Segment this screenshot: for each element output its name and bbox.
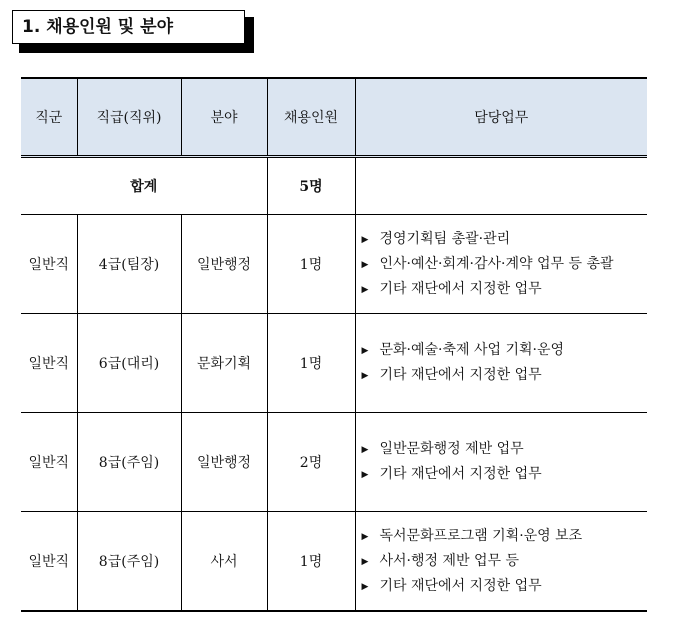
cell-group: 일반직 (21, 512, 77, 612)
duty-item (362, 252, 648, 277)
table-row (21, 215, 647, 314)
cell-duties (355, 413, 647, 512)
cell-group: 일반직 (21, 413, 77, 512)
header-cell-rank: 직급(직위) (77, 78, 181, 157)
duty-item (362, 574, 648, 599)
duty-item (362, 524, 648, 549)
duty-item (362, 277, 648, 302)
bullet-icon: ▶ (361, 445, 369, 455)
cell-field: 사서 (181, 512, 267, 612)
duty-text: 문화·예술·축제 사업 기획·운영 (379, 342, 565, 358)
table-row (21, 512, 647, 612)
cell-field: 일반행정 (181, 413, 267, 512)
total-duties (355, 157, 647, 215)
duty-item (362, 437, 648, 462)
section-heading (12, 10, 256, 54)
bullet-icon: ▶ (361, 531, 369, 542)
header-cell-group: 직군 (21, 78, 77, 157)
bullet-icon: ▶ (361, 346, 369, 356)
table-row (21, 314, 647, 413)
duty-text: 기타 재단에서 지정한 업무 (379, 466, 542, 482)
duty-list (362, 524, 648, 599)
cell-count: 1명 (267, 512, 355, 612)
header-cell-duties: 담당업무 (355, 78, 647, 157)
total-count: 5명 (267, 157, 355, 215)
cell-duties (355, 314, 647, 413)
cell-rank: 8급(주임) (77, 512, 181, 612)
cell-duties (355, 215, 647, 314)
duty-item (362, 338, 648, 363)
duty-text: 사서·행정 제반 업무 등 (379, 552, 520, 569)
bullet-icon: ▶ (361, 259, 369, 270)
header-cell-count: 채용인원 (267, 78, 355, 157)
cell-count: 1명 (267, 215, 355, 314)
bullet-icon: ▶ (361, 371, 369, 381)
cell-group: 일반직 (21, 314, 77, 413)
cell-rank: 8급(주임) (77, 413, 181, 512)
cell-rank: 6급(대리) (77, 314, 181, 413)
duty-item (362, 462, 648, 487)
table-row (21, 413, 647, 512)
duty-text: 독서문화프로그램 기획·운영 보조 (379, 527, 583, 544)
duty-item (362, 549, 648, 574)
total-label: 합계 (21, 157, 267, 215)
bullet-icon: ▶ (361, 470, 369, 480)
duty-text: 인사·예산·회계·감사·계약 업무 등 총괄 (379, 255, 614, 272)
total-row (21, 157, 647, 215)
duty-text: 기타 재단에서 지정한 업무 (379, 367, 542, 383)
bullet-icon: ▶ (361, 581, 369, 592)
bullet-icon: ▶ (361, 284, 369, 295)
header-cell-field: 분야 (181, 78, 267, 157)
duty-list (362, 338, 648, 388)
cell-count: 1명 (267, 314, 355, 413)
cell-group: 일반직 (21, 215, 77, 314)
bullet-icon: ▶ (361, 234, 369, 245)
duty-text: 기타 재단에서 지정한 업무 (379, 577, 542, 594)
section-title: 1. 채용인원 및 분야 (12, 10, 245, 44)
table-header-row (21, 78, 647, 157)
duty-list (362, 437, 648, 487)
recruitment-table (21, 77, 647, 612)
cell-field: 문화기획 (181, 314, 267, 413)
cell-rank: 4급(팀장) (77, 215, 181, 314)
duty-text: 일반문화행정 제반 업무 (379, 441, 524, 457)
duty-text: 경영기획팀 총괄·관리 (379, 230, 511, 247)
bullet-icon: ▶ (361, 556, 369, 567)
cell-field: 일반행정 (181, 215, 267, 314)
duty-item (362, 363, 648, 388)
cell-count: 2명 (267, 413, 355, 512)
cell-duties (355, 512, 647, 612)
duty-item (362, 227, 648, 252)
duty-list (362, 227, 648, 302)
duty-text: 기타 재단에서 지정한 업무 (379, 280, 542, 297)
